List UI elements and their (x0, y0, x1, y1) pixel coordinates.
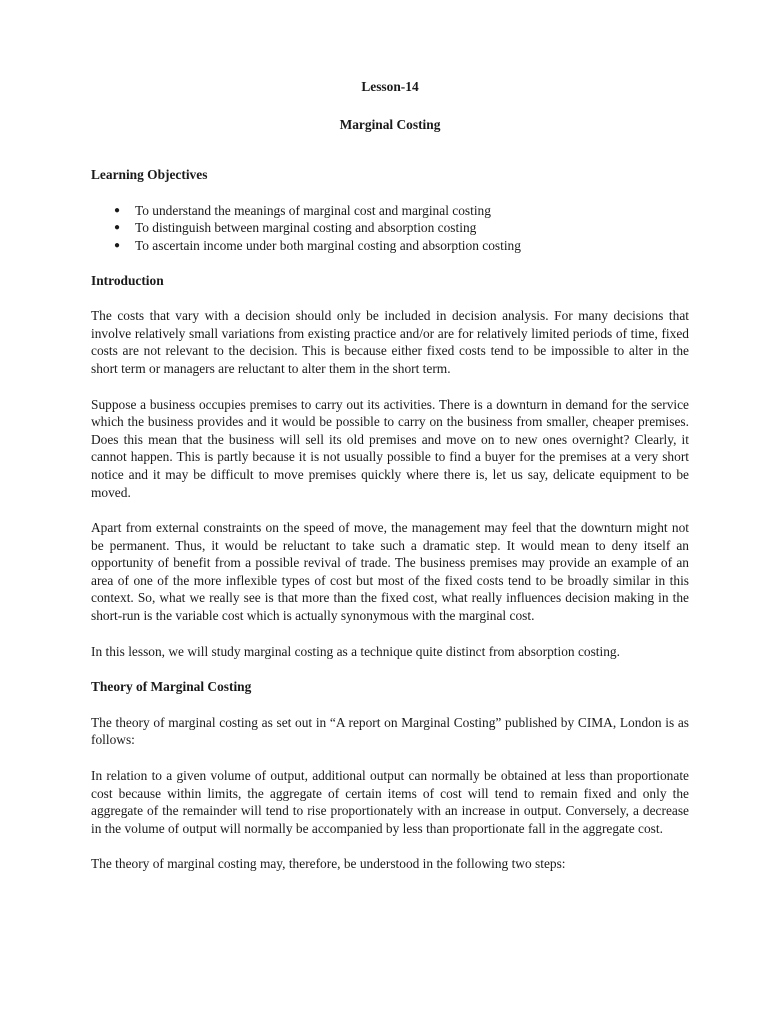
list-item: ● To distinguish between marginal costing and absorption costing (114, 220, 477, 236)
learning-objectives-heading: Learning Objectives (91, 167, 208, 183)
paragraph: In relation to a given volume of output, additional output can normally be obtained at less than proportionate cost because within limits, the aggregate of certain items of cost will tend to remain fixed and only the aggregate of the remainder will tend to rise proportionately with an increase in output. Conversely, a decrease in the volume of output will normally be accompanied by less than proportionate fall in the aggregate cost. (91, 768, 689, 836)
list-item: ● To ascertain income under both marginal costing and absorption costing (114, 237, 521, 253)
paragraph: In this lesson, we will study marginal costing as a technique quite distinct from absorption costing. (91, 643, 620, 659)
paragraph: The theory of marginal costing as set out in “A report on Marginal Costing” published by CIMA, London is as follows: (91, 714, 689, 748)
bullet-icon: ● (114, 239, 121, 251)
paragraph: Apart from external constraints on the speed of move, the management may feel that the downturn might not be permanent. Thus, it would be reluctant to take such a dramatic step. It would mean to deny itself an opportunity of benefit from a possible revival of trade. The business premises may provide an example of an area of one of the more inflexible types of cost but most of the fixed costs tend to be broadly similar in this context. So, what we really see is that more than the fixed cost, what really influences decision making in the short-run is the variable cost which is actually synonymous with the marginal cost. (91, 520, 689, 624)
objectives-list (91, 202, 689, 255)
document-page (91, 78, 689, 873)
bullet-icon: ● (114, 222, 121, 234)
page-title: Marginal Costing (339, 116, 441, 132)
introduction-heading: Introduction (91, 272, 164, 288)
paragraph: The costs that vary with a decision should only be included in decision analysis. For many decisions that involve relatively small variations from existing practice and/or are for relatively limited periods of time, fixed costs are not relevant to the decision. This is because either fixed costs tend to be impossible to alter in the short term or managers are reluctant to alter them in the short term. (91, 308, 689, 376)
lesson-number: Lesson-14 (361, 79, 419, 94)
paragraph: The theory of marginal costing may, therefore, be understood in the following two steps: (91, 856, 566, 872)
paragraph: Suppose a business occupies premises to carry out its activities. There is a downturn in demand for the service which the business provides and it would be possible to carry on the business from smaller, cheaper premises. Does this mean that the business will sell its old premises and move on to new ones overnight? Clearly, it cannot happen. This is partly because it is not usually possible to find a buyer for the premises at a very short notice and it may be difficult to move premises quickly where there is, let us say, delicate equipment to be moved. (91, 396, 689, 500)
bullet-icon: ● (114, 204, 121, 216)
theory-heading: Theory of Marginal Costing (91, 679, 252, 695)
list-item: ● To understand the meanings of marginal cost and marginal costing (114, 202, 491, 218)
